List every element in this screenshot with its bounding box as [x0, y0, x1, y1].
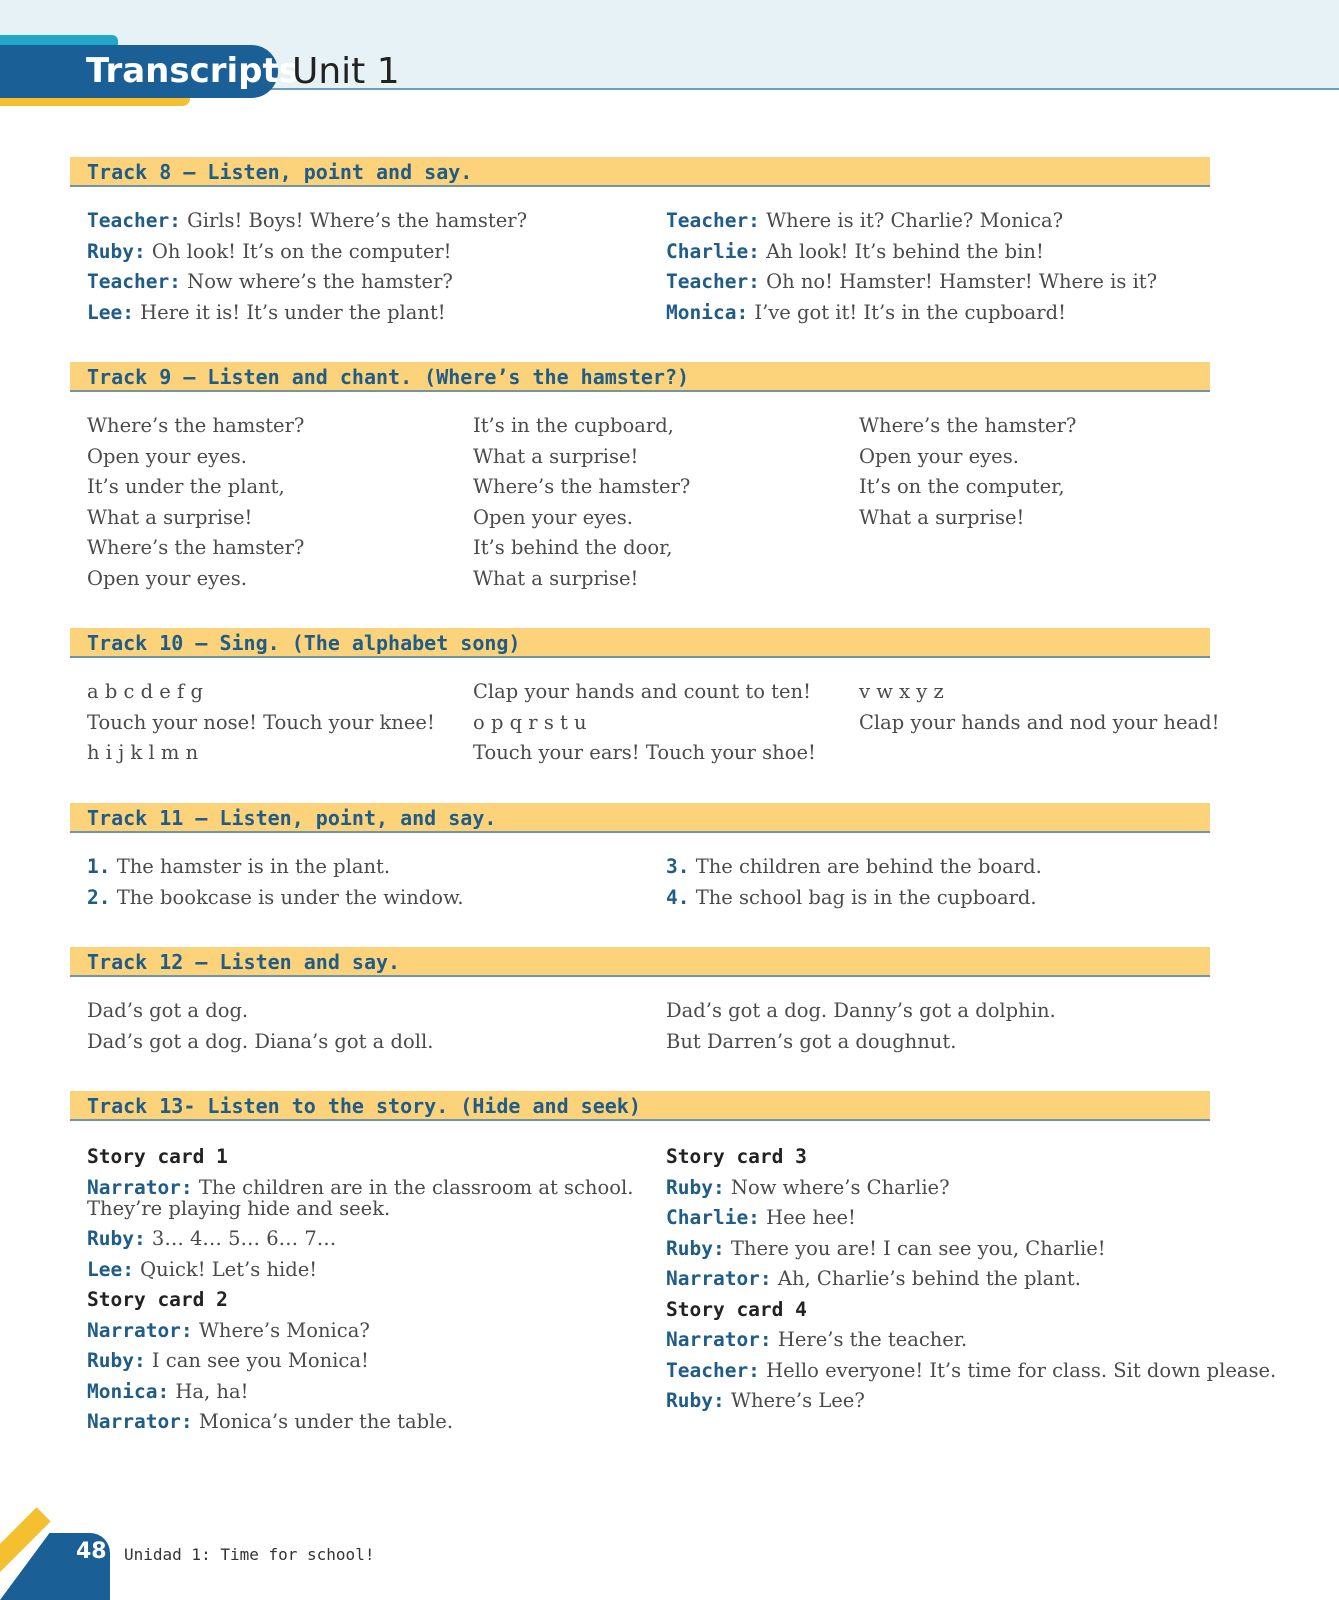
dialogue-continuation: They’re playing hide and seek.	[87, 1197, 391, 1220]
dialogue-text: Here’s the teacher.	[777, 1328, 968, 1351]
numbered-item	[87, 883, 464, 914]
dialogue-line	[87, 1407, 633, 1438]
track-10-column-3	[859, 677, 1219, 738]
unit-title: Unit 1	[292, 51, 400, 92]
chant-line: Where’s the hamster?	[473, 475, 691, 498]
speaker: Charlie:	[666, 1206, 760, 1229]
track-9-column-1	[87, 411, 304, 594]
item-number: 2.	[87, 885, 111, 909]
speaker: Ruby:	[87, 1227, 146, 1250]
tongue-twister-line: Dad’s got a dog. Danny’s got a dolphin.	[666, 999, 1056, 1022]
speaker: Ruby:	[666, 1389, 725, 1412]
track-9-column-3	[859, 411, 1076, 533]
dialogue-line	[666, 1234, 1276, 1265]
dialogue-text: Oh no! Hamster! Hamster! Where is it?	[766, 270, 1158, 293]
dialogue-line	[87, 1377, 633, 1408]
tongue-twister-line: But Darren’s got a doughnut.	[666, 1029, 957, 1053]
dialogue-line	[666, 298, 1157, 329]
header-rule	[270, 88, 1339, 90]
track-11-header	[70, 803, 1210, 833]
track-12-right-column	[666, 996, 1056, 1057]
chant-line: What a surprise!	[473, 444, 639, 468]
chant-line: Open your eyes.	[87, 444, 247, 468]
speaker: Teacher:	[666, 1358, 760, 1382]
speaker: Narrator:	[87, 1175, 193, 1199]
dialogue-line	[87, 1224, 633, 1255]
dialogue-text: Girls! Boys! Where’s the hamster?	[187, 209, 528, 232]
dialogue-line	[666, 1356, 1276, 1387]
chant-line: It’s behind the door,	[473, 536, 673, 559]
speaker: Narrator:	[666, 1267, 772, 1290]
speaker: Monica:	[666, 300, 749, 324]
dialogue-text: Oh look! It’s on the computer!	[151, 239, 452, 263]
item-number: 4.	[666, 885, 690, 909]
dialogue-line	[666, 206, 1157, 237]
dialogue-text: 3… 4… 5… 6… 7…	[151, 1227, 337, 1250]
item-text: The children are behind the board.	[695, 855, 1042, 878]
speaker: Teacher:	[87, 209, 181, 232]
numbered-item	[666, 883, 1042, 914]
speaker: Lee:	[87, 300, 134, 324]
chant-line: It’s under the plant,	[87, 475, 285, 498]
footer-unit-label: Unidad 1: Time for school!	[124, 1545, 375, 1564]
track-13-heading: Track 13- Listen to the story. (Hide and seek)	[87, 1094, 641, 1118]
speaker: Charlie:	[666, 239, 760, 263]
dialogue-text: I’ve got it! It’s in the cupboard!	[754, 300, 1066, 324]
dialogue-line	[666, 1264, 1276, 1295]
dialogue-text: Ah, Charlie’s behind the plant.	[777, 1267, 1081, 1290]
chant-line: What a surprise!	[87, 505, 253, 529]
song-line: h i j k l m n	[87, 741, 199, 764]
dialogue-line	[87, 298, 527, 329]
speaker: Ruby:	[666, 1175, 725, 1199]
tongue-twister-line: Dad’s got a dog.	[87, 999, 249, 1022]
chant-line: What a surprise!	[473, 566, 639, 590]
track-9-header	[70, 362, 1210, 392]
dialogue-text: Hello everyone! It’s time for class. Sit down please.	[766, 1358, 1277, 1382]
dialogue-line	[87, 1255, 633, 1286]
speaker: Narrator:	[87, 1410, 193, 1433]
track-9-heading: Track 9 – Listen and chant. (Where’s the hamster?)	[87, 365, 690, 389]
dialogue-line	[666, 1203, 1276, 1234]
speaker: Teacher:	[87, 270, 181, 293]
track-12-left-column	[87, 996, 433, 1057]
dialogue-text: There you are! I can see you, Charlie!	[730, 1236, 1106, 1260]
item-number: 3.	[666, 855, 690, 878]
story-card-title: Story card 4	[666, 1297, 807, 1321]
speaker: Ruby:	[87, 239, 146, 263]
song-line: Touch your nose! Touch your knee!	[87, 710, 435, 734]
dialogue-text: Hee hee!	[766, 1206, 856, 1229]
dialogue-line	[666, 1386, 1276, 1417]
dialogue-text: Now where’s Charlie?	[730, 1175, 950, 1199]
item-text: The bookcase is under the window.	[116, 885, 464, 909]
chant-line: Open your eyes.	[473, 505, 633, 529]
speaker: Narrator:	[666, 1328, 772, 1351]
dialogue-text: Here it is! It’s under the plant!	[140, 300, 446, 324]
chant-line: It’s on the computer,	[859, 475, 1065, 498]
dialogue-text: Ha, ha!	[175, 1379, 249, 1403]
chant-line: Where’s the hamster?	[859, 414, 1077, 437]
chant-line: It’s in the cupboard,	[473, 414, 674, 437]
page-number: 48	[76, 1539, 107, 1564]
song-line: o p q r s t u	[473, 710, 587, 734]
track-10-column-2	[473, 677, 816, 769]
track-11-left-column	[87, 852, 464, 913]
chant-line: Open your eyes.	[859, 444, 1019, 468]
dialogue-line	[666, 1173, 1276, 1204]
speaker: Teacher:	[666, 270, 760, 293]
item-text: The hamster is in the plant.	[116, 855, 391, 878]
chant-line: Where’s the hamster?	[87, 536, 305, 559]
dialogue-line	[87, 1316, 633, 1347]
track-10-column-1	[87, 677, 435, 769]
speaker: Ruby:	[87, 1349, 146, 1372]
track-10-header	[70, 628, 1210, 658]
dialogue-text: Where is it? Charlie? Monica?	[766, 209, 1064, 232]
dialogue-text: The children are in the classroom at school.	[198, 1175, 634, 1199]
song-line: Touch your ears! Touch your shoe!	[473, 741, 816, 764]
track-8-left-column	[87, 206, 527, 328]
song-line: a b c d e f g	[87, 680, 203, 703]
dialogue-text: Where’s Monica?	[198, 1318, 370, 1342]
item-number: 1.	[87, 855, 111, 878]
page-title: Transcripts	[86, 51, 300, 91]
track-8-heading: Track 8 – Listen, point and say.	[87, 160, 473, 184]
speaker: Ruby:	[666, 1236, 725, 1260]
track-13-right-column	[666, 1142, 1276, 1417]
numbered-item	[666, 852, 1042, 883]
dialogue-line	[666, 237, 1157, 268]
speaker: Lee:	[87, 1257, 134, 1281]
speaker: Monica:	[87, 1379, 170, 1403]
item-text: The school bag is in the cupboard.	[695, 885, 1037, 909]
song-line: Clap your hands and count to ten!	[473, 680, 811, 703]
track-9-column-2	[473, 411, 690, 594]
track-13-left-column	[87, 1142, 633, 1438]
numbered-item	[87, 852, 464, 883]
chant-line: What a surprise!	[859, 505, 1025, 529]
story-card-title: Story card 1	[87, 1145, 228, 1168]
dialogue-line	[87, 237, 527, 268]
track-11-right-column	[666, 852, 1042, 913]
story-card-title: Story card 3	[666, 1145, 807, 1168]
track-11-heading: Track 11 – Listen, point, and say.	[87, 806, 497, 830]
speaker: Narrator:	[87, 1318, 193, 1342]
track-12-header	[70, 947, 1210, 977]
track-12-heading: Track 12 – Listen and say.	[87, 950, 401, 974]
dialogue-text: I can see you Monica!	[151, 1349, 369, 1372]
speaker: Teacher:	[666, 209, 760, 232]
track-8-header	[70, 157, 1210, 187]
track-8-right-column	[666, 206, 1157, 328]
track-10-heading: Track 10 – Sing. (The alphabet song)	[87, 631, 521, 655]
dialogue-line	[666, 267, 1157, 298]
story-card-title: Story card 2	[87, 1288, 228, 1311]
chant-line: Where’s the hamster?	[87, 414, 305, 437]
dialogue-line	[87, 1346, 633, 1377]
track-13-header	[70, 1091, 1210, 1121]
chant-line: Open your eyes.	[87, 566, 247, 590]
song-line: v w x y z	[859, 680, 944, 703]
dialogue-line	[87, 206, 527, 237]
dialogue-text: Ah look! It’s behind the bin!	[766, 239, 1044, 263]
dialogue-line	[666, 1325, 1276, 1356]
dialogue-line	[87, 267, 527, 298]
song-line: Clap your hands and nod your head!	[859, 710, 1220, 734]
dialogue-text: Where’s Lee?	[730, 1389, 865, 1412]
tongue-twister-line: Dad’s got a dog. Diana’s got a doll.	[87, 1029, 434, 1053]
dialogue-text: Monica’s under the table.	[198, 1410, 454, 1433]
dialogue-text: Now where’s the hamster?	[187, 270, 453, 293]
dialogue-text: Quick! Let’s hide!	[140, 1257, 318, 1281]
